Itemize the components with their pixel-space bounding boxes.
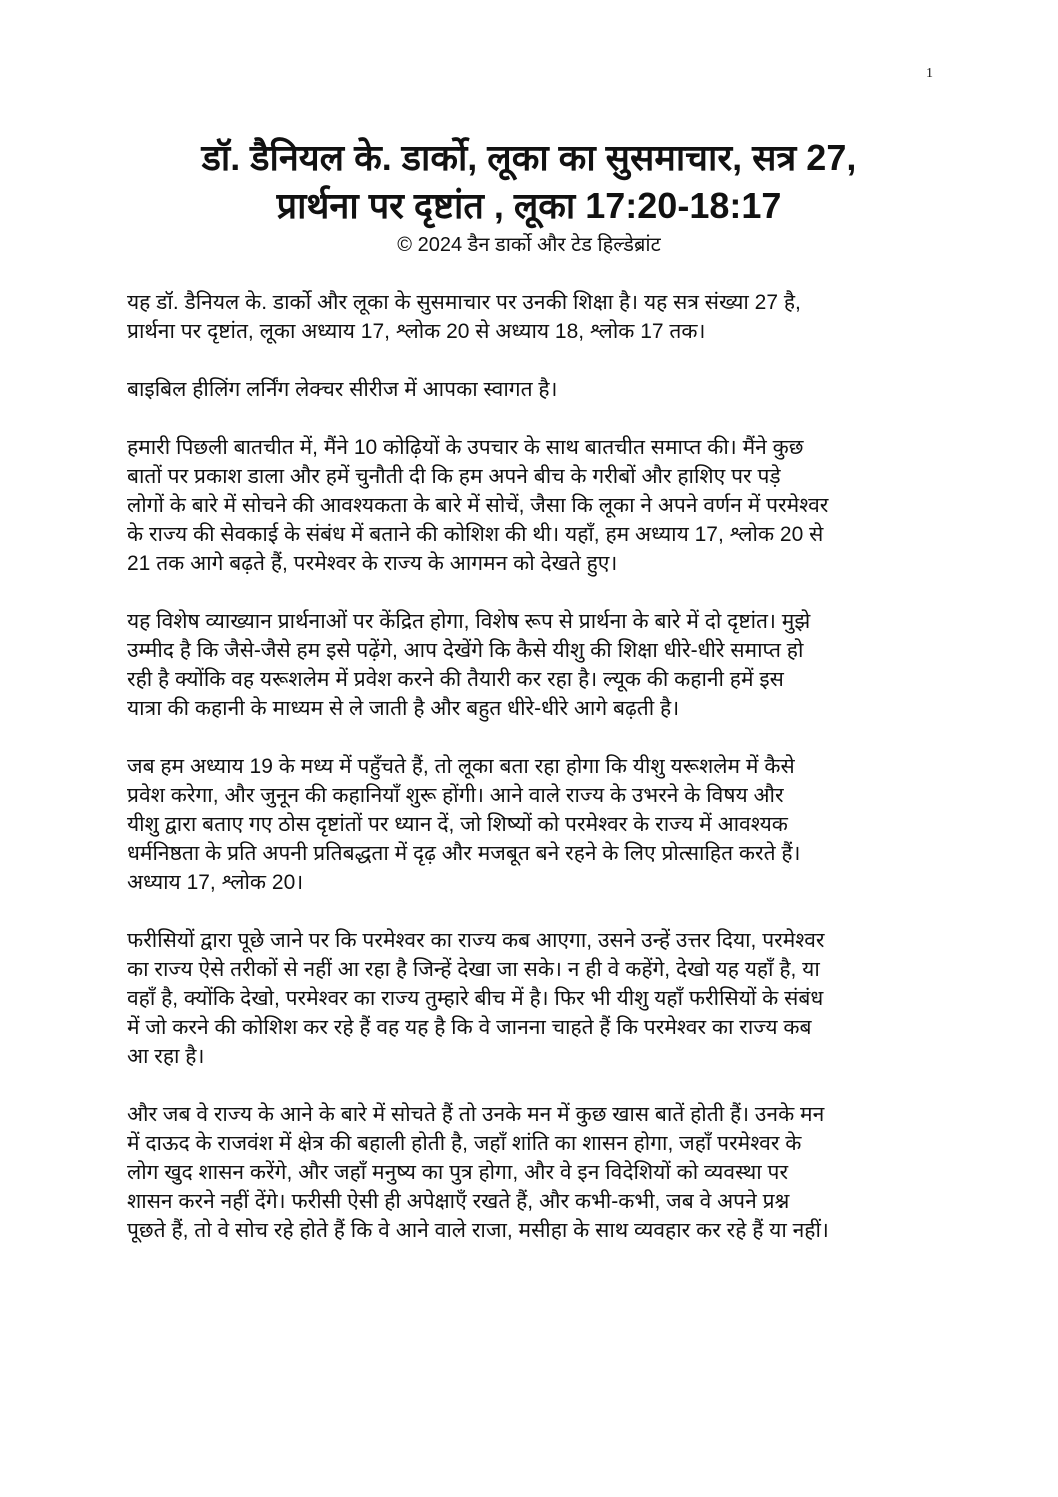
text-line: में जो करने की कोशिश कर रहे हैं वह यह है कि वे जानना चाहते हैं कि परमेश्वर का राज्य कब (127, 1016, 812, 1039)
text-line: यीशु द्वारा बताए गए ठोस दृष्टांतों पर ध्यान दें, जो शिष्यों को परमेश्वर के राज्य में आवश्यक (127, 813, 788, 836)
paragraph (127, 752, 947, 897)
text-line: रही है क्योंकि वह यरूशलेम में प्रवेश करने की तैयारी कर रहा है। ल्यूक की कहानी हमें इस (127, 668, 784, 691)
text-line: बाइबिल हीलिंग लर्निंग लेक्चर सीरीज में आपका स्वागत है। (127, 378, 558, 401)
text-line: अध्याय 17, श्लोक 20। (127, 871, 304, 894)
paragraph (127, 288, 947, 346)
text-line: लोगों के बारे में सोचने की आवश्यकता के बारे में सोचें, जैसा कि लूका ने अपने वर्णन में परमेश्वर (127, 494, 829, 517)
paragraph (127, 1100, 947, 1245)
text-line: बातों पर प्रकाश डाला और हमें चुनौती दी कि हम अपने बीच के गरीबों और हाशिए पर पड़े (127, 465, 781, 488)
document-body (127, 288, 947, 1274)
text-line: प्रार्थना पर दृष्टांत, लूका अध्याय 17, श्लोक 20 से अध्याय 18, श्लोक 17 तक। (127, 320, 706, 343)
text-line: प्रवेश करेगा, और जुनून की कहानियाँ शुरू होंगी। आने वाले राज्य के उभरने के विषय और (127, 784, 784, 807)
text-line: जब हम अध्याय 19 के मध्य में पहुँचते हैं, तो लूका बता रहा होगा कि यीशु यरूशलेम में कैसे (127, 755, 795, 778)
paragraph (127, 375, 947, 404)
document-title (0, 134, 1058, 230)
text-line: यात्रा की कहानी के माध्यम से ले जाती है और बहुत धीरे-धीरे आगे बढ़ती है। (127, 697, 680, 720)
text-line: हमारी पिछली बातचीत में, मैंने 10 कोढ़ियों के उपचार के साथ बातचीत समाप्त की। मैंने कुछ (127, 436, 804, 459)
title-line: डॉ. डैनियल के. डार्को, लूका का सुसमाचार, सत्र 27, (201, 137, 857, 178)
copyright-line: © 2024 डैन डार्को और टेड हिल्डेब्रांट (397, 234, 661, 256)
text-line: यह डॉ. डैनियल के. डार्को और लूका के सुसमाचार पर उनकी शिक्षा है। यह सत्र संख्या 27 है, (127, 291, 801, 314)
paragraph (127, 607, 947, 723)
text-line: में दाऊद के राजवंश में क्षेत्र की बहाली होती है, जहाँ शांति का शासन होगा, जहाँ परमेश्वर के (127, 1132, 802, 1155)
title-line: प्रार्थना पर दृष्टांत , लूका 17:20-18:17 (276, 185, 782, 226)
text-line: और जब वे राज्य के आने के बारे में सोचते हैं तो उनके मन में कुछ खास बातें होती हैं। उनके मन (127, 1103, 825, 1126)
text-line: वहाँ है, क्योंकि देखो, परमेश्वर का राज्य तुम्हारे बीच में है। फिर भी यीशु यहाँ फरीसियों के संबंध (127, 987, 824, 1010)
page-number: 1 (926, 66, 933, 81)
text-line: लोग खुद शासन करेंगे, और जहाँ मनुष्य का पुत्र होगा, और वे इन विदेशियों को व्यवस्था पर (127, 1161, 789, 1184)
text-line: यह विशेष व्याख्यान प्रार्थनाओं पर केंद्रित होगा, विशेष रूप से प्रार्थना के बारे में दो दृष्टांत। मुझे (127, 610, 811, 633)
paragraph (127, 926, 947, 1071)
text-line: उम्मीद है कि जैसे-जैसे हम इसे पढ़ेंगे, आप देखेंगे कि कैसे यीशु की शिक्षा धीरे-धीरे समाप्त हो (127, 639, 804, 662)
text-line: शासन करने नहीं देंगे। फरीसी ऐसी ही अपेक्षाएँ रखते हैं, और कभी-कभी, जब वे अपने प्रश्न (127, 1190, 790, 1213)
text-line: आ रहा है। (127, 1045, 205, 1068)
text-line: के राज्य की सेवकाई के संबंध में बताने की कोशिश की थी। यहाँ, हम अध्याय 17, श्लोक 20 से (127, 523, 824, 546)
text-line: धर्मनिष्ठता के प्रति अपनी प्रतिबद्धता में दृढ़ और मजबूत बने रहने के लिए प्रोत्साहित करते हैं। (127, 842, 801, 865)
text-line: का राज्य ऐसे तरीकों से नहीं आ रहा है जिन्हें देखा जा सके। न ही वे कहेंगे, देखो यह यहाँ है, या (127, 958, 820, 981)
text-line: पूछते हैं, तो वे सोच रहे होते हैं कि वे आने वाले राजा, मसीहा के साथ व्यवहार कर रहे हैं या नहीं। (127, 1219, 829, 1242)
text-line: 21 तक आगे बढ़ते हैं, परमेश्वर के राज्य के आगमन को देखते हुए। (127, 552, 618, 575)
text-line: फरीसियों द्वारा पूछे जाने पर कि परमेश्वर का राज्य कब आएगा, उसने उन्हें उत्तर दिया, परमेश्वर (127, 929, 825, 952)
paragraph (127, 433, 947, 578)
